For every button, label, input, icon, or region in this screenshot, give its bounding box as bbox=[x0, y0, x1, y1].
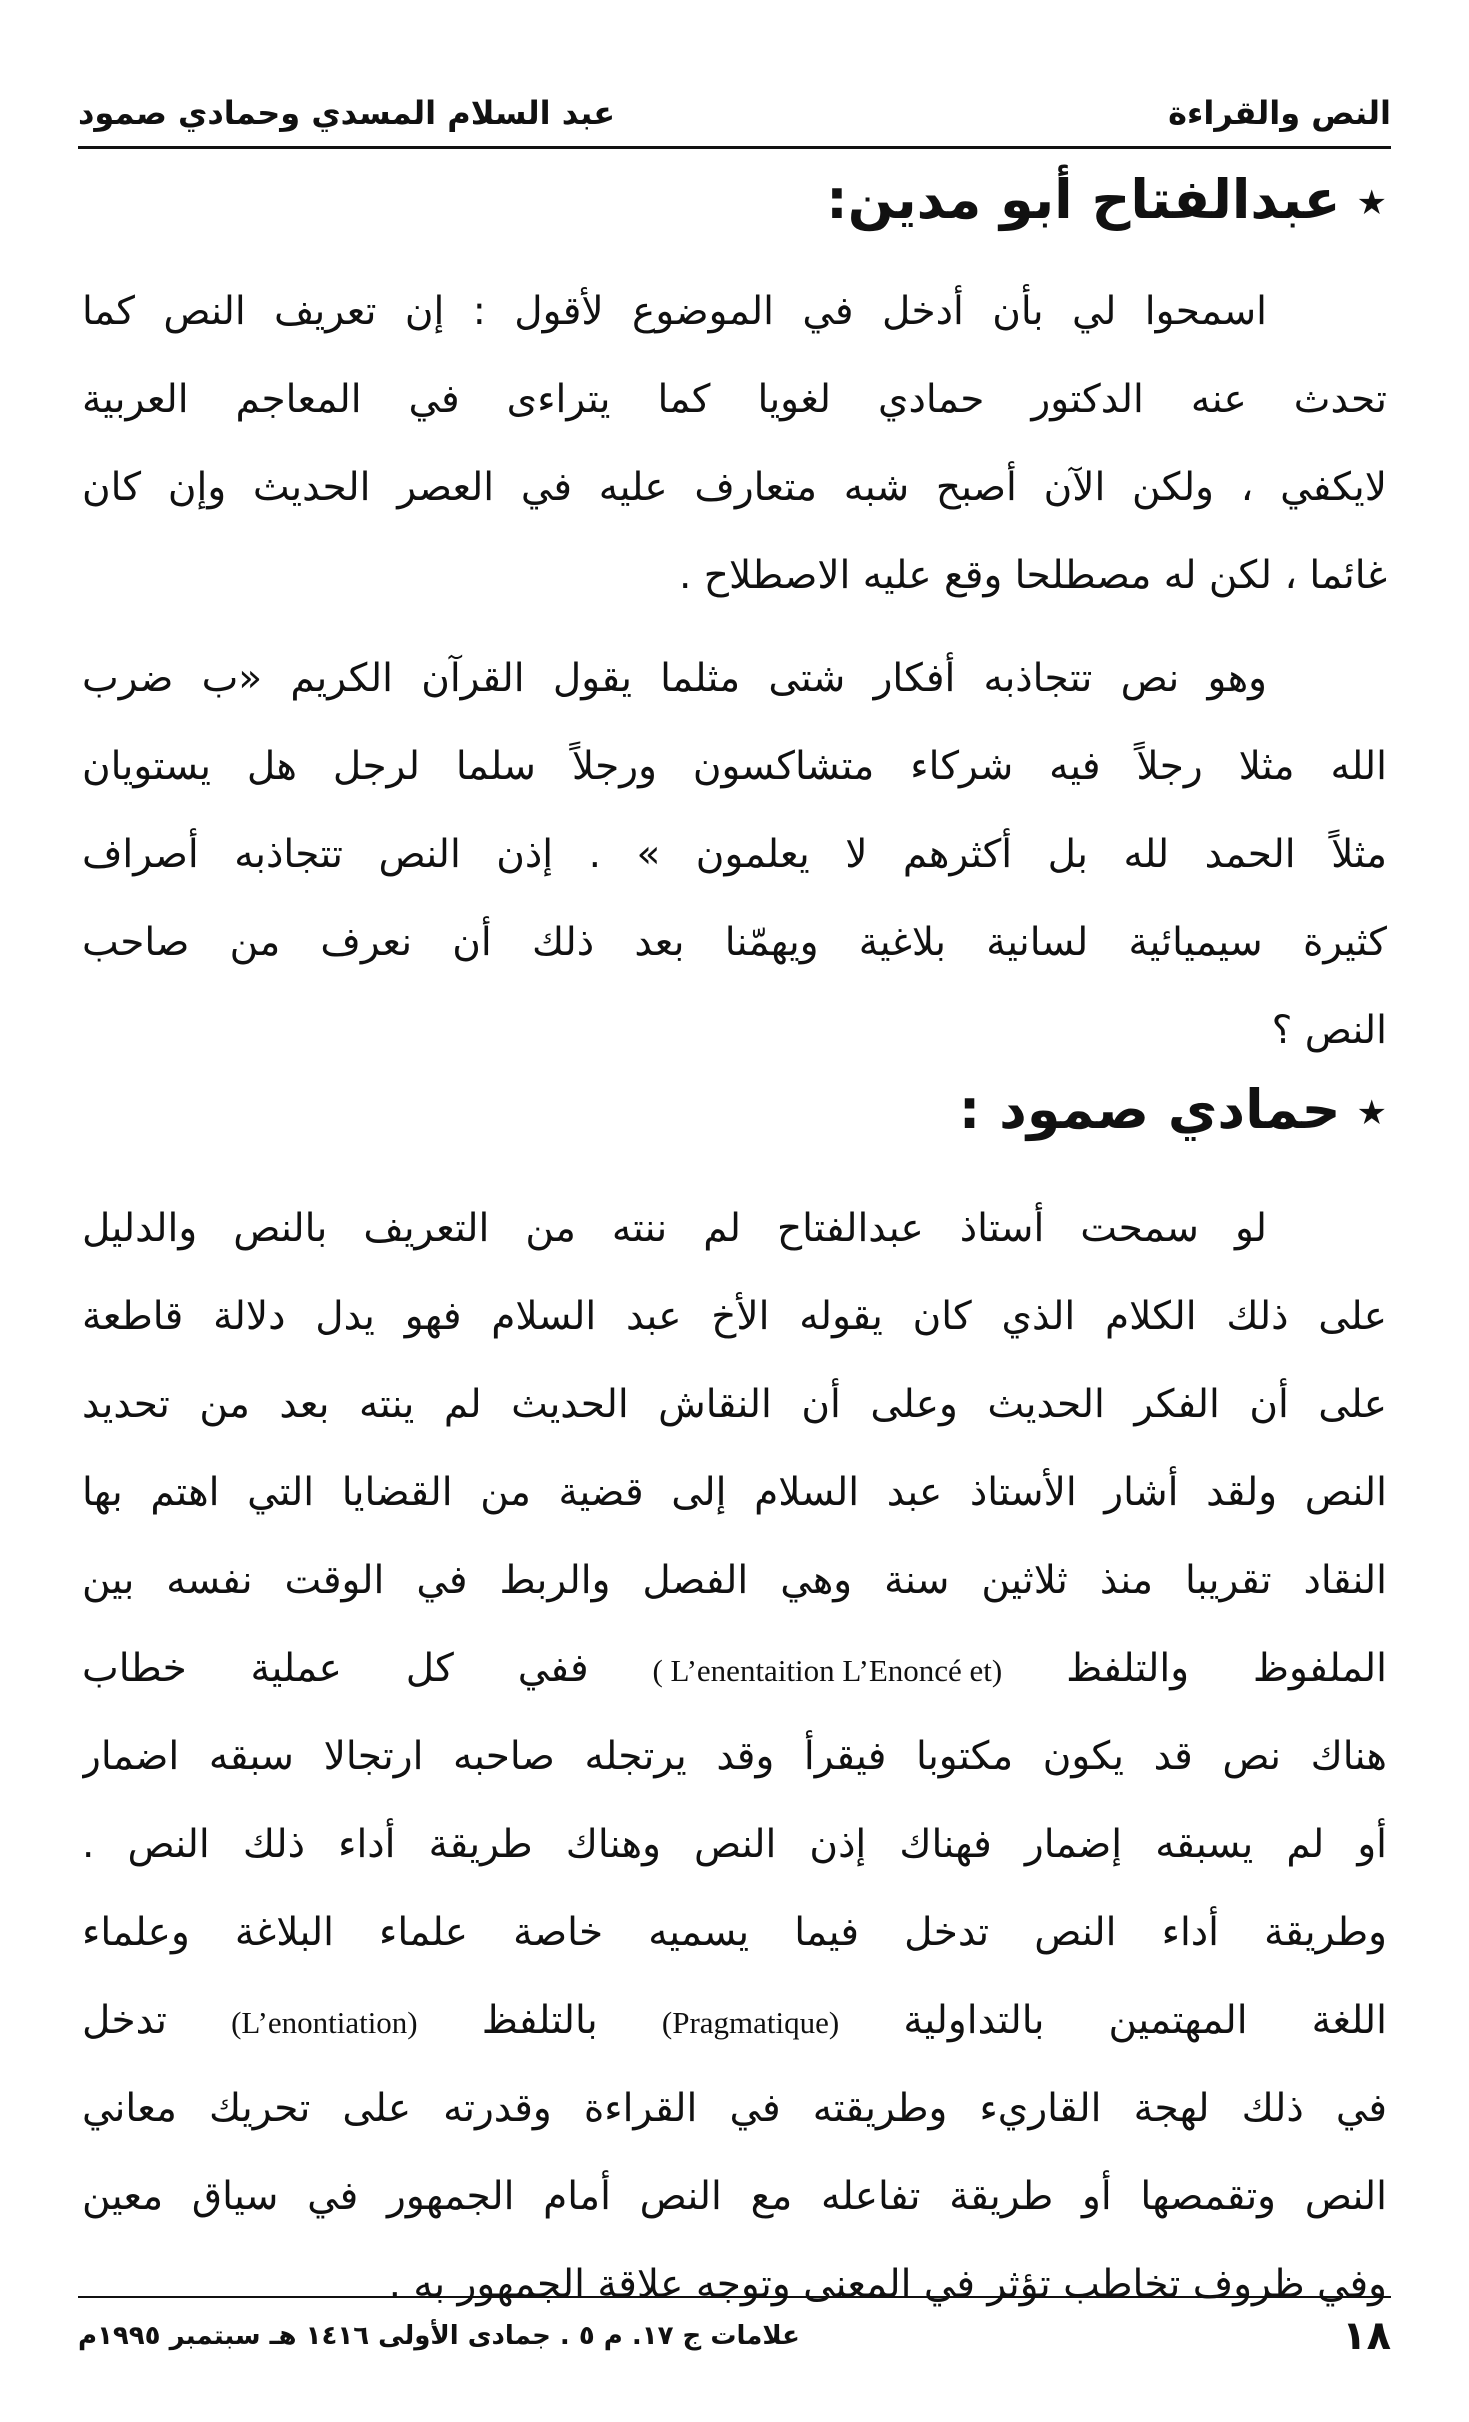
star-bullet-icon: ★ bbox=[1356, 182, 1387, 223]
text-line: لو سمحت أستاذ عبدالفتاح لم ننته من التعريف بالنص والدليل bbox=[82, 1206, 1267, 1251]
header-authors: عبد السلام المسدي وحمادي صمود bbox=[78, 93, 616, 132]
text-line: أو لم يسبقه إضمار فهناك إذن النص وهناك طريقة أداء ذلك النص . bbox=[82, 1822, 1387, 1867]
latin-term: (L’enontiation) bbox=[231, 2005, 418, 2040]
text-line: تحدث عنه الدكتور حمادي لغويا كما يتراءى في المعاجم العربية bbox=[82, 377, 1387, 422]
page-number: ١٨ bbox=[1342, 2313, 1391, 2359]
text-line: وهو نص تتجاذبه أفكار شتى مثلما يقول القرآن الكريم «ب ضرب bbox=[82, 656, 1267, 701]
text-line: على أن الفكر الحديث وعلى أن النقاش الحديث لم ينته بعد من تحديد bbox=[82, 1382, 1387, 1427]
text-line: النقاد تقريبا منذ ثلاثين سنة وهي الفصل والربط في الوقت نفسه بين bbox=[82, 1558, 1387, 1603]
running-header bbox=[78, 70, 1391, 132]
speaker-heading-abdelfattah bbox=[82, 168, 1387, 233]
text-segment: اللغة المهتمين بالتداولية bbox=[903, 1998, 1387, 2043]
text-line: وفي ظروف تخاطب تؤثر في المعنى وتوجه علاقة الجمهور به . bbox=[388, 2262, 1387, 2307]
paragraph bbox=[82, 635, 1387, 1075]
text-segment: الملفوظ والتلفظ bbox=[1066, 1646, 1387, 1691]
speaker-name: حمادي صمود : bbox=[958, 1078, 1341, 1141]
header-rule bbox=[78, 146, 1391, 149]
text-line: النص ولقد أشار الأستاذ عبد السلام إلى قضية من القضايا التي اهتم بها bbox=[82, 1470, 1387, 1515]
text-line: الله مثلا رجلاً فيه شركاء متشاكسون ورجلاً سلما لرجل هل يستويان bbox=[82, 744, 1387, 789]
latin-term: ( L’enentaition L’Enoncé et) bbox=[652, 1653, 1003, 1688]
text-segment: ففي كل عملية خطاب bbox=[82, 1646, 589, 1691]
star-bullet-icon: ★ bbox=[1356, 1092, 1387, 1133]
text-line: غائما ، لكن له مصطلحا وقع عليه الاصطلاح . bbox=[678, 553, 1387, 598]
header-section-title: النص والقراءة bbox=[1168, 93, 1391, 132]
text-segment: تدخل bbox=[82, 1998, 167, 2043]
page-footer bbox=[78, 2306, 1391, 2366]
text-line: النص وتقمصها أو طريقة تفاعله مع النص أمام الجمهور في سياق معين bbox=[82, 2174, 1387, 2219]
footer-rule bbox=[78, 2296, 1391, 2298]
text-line-mixed bbox=[82, 1625, 1387, 1713]
text-line: هناك نص قد يكون مكتوبا فيقرأ وقد يرتجله صاحبه ارتجالا سبقه اضمار bbox=[82, 1734, 1387, 1779]
text-segment: بالتلفظ bbox=[481, 1998, 598, 2043]
speaker-heading-hammadi bbox=[82, 1078, 1387, 1143]
paragraph bbox=[82, 268, 1387, 620]
text-line: النص ؟ bbox=[1271, 1008, 1387, 1053]
text-line: كثيرة سيميائية لسانية بلاغية ويهمّنا بعد ذلك أن نعرف من صاحب bbox=[82, 920, 1387, 965]
text-line-mixed bbox=[82, 1977, 1387, 2065]
latin-term: (Pragmatique) bbox=[661, 2005, 840, 2040]
journal-citation: علامات ج ١٧. م ٥ . جمادى الأولى ١٤١٦ هـ سبتمبر ١٩٩٥م bbox=[78, 2321, 800, 2351]
text-line: اسمحوا لي بأن أدخل في الموضوع لأقول : إن تعريف النص كما bbox=[82, 289, 1267, 334]
text-line: على ذلك الكلام الذي كان يقوله الأخ عبد السلام فهو يدل دلالة قاطعة bbox=[82, 1294, 1387, 1339]
text-line: مثلاً الحمد لله بل أكثرهم لا يعلمون » . إذن النص تتجاذبه أصراف bbox=[82, 832, 1387, 877]
speaker-name: عبدالفتاح أبو مدين: bbox=[826, 168, 1341, 231]
paragraph bbox=[82, 1185, 1387, 2329]
text-line: في ذلك لهجة القاريء وطريقته في القراءة وقدرته على تحريك معاني bbox=[82, 2086, 1387, 2131]
text-line: وطريقة أداء النص تدخل فيما يسميه خاصة علماء البلاغة وعلماء bbox=[82, 1910, 1387, 1955]
text-line: لايكفي ، ولكن الآن أصبح شبه متعارف عليه في العصر الحديث وإن كان bbox=[82, 465, 1387, 510]
